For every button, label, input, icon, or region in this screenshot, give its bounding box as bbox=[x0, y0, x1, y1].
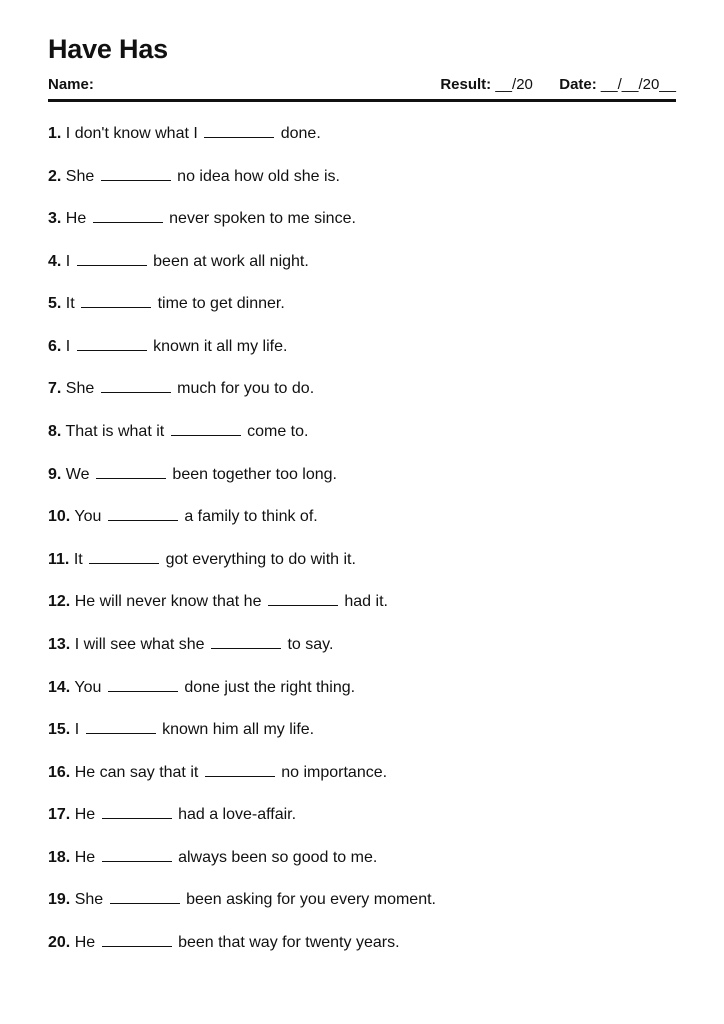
answer-blank[interactable] bbox=[86, 718, 156, 734]
question-number: 19. bbox=[48, 891, 71, 909]
question-item bbox=[48, 292, 436, 335]
question-text-before: He bbox=[65, 210, 87, 228]
question-text-after: no importance. bbox=[281, 763, 388, 781]
question-text-before: It bbox=[73, 550, 83, 568]
answer-blank[interactable] bbox=[102, 846, 172, 862]
question-text-after: been at work all night. bbox=[153, 252, 309, 270]
question-number: 4. bbox=[48, 252, 62, 270]
question-number: 6. bbox=[48, 337, 62, 355]
question-number: 17. bbox=[48, 806, 71, 824]
question-number: 5. bbox=[48, 295, 62, 313]
question-text-before: I bbox=[74, 721, 80, 739]
question-number: 16. bbox=[48, 763, 71, 781]
question-text-before: We bbox=[65, 465, 90, 483]
answer-blank[interactable] bbox=[81, 292, 151, 308]
question-number: 18. bbox=[48, 848, 71, 866]
question-item bbox=[48, 931, 436, 974]
answer-blank[interactable] bbox=[93, 207, 163, 223]
result-value: __/20 bbox=[495, 76, 533, 93]
question-number: 13. bbox=[48, 635, 71, 653]
question-number: 3. bbox=[48, 210, 62, 228]
question-number: 9. bbox=[48, 465, 62, 483]
question-item bbox=[48, 250, 436, 293]
question-item bbox=[48, 633, 436, 676]
question-text-before: I don't know what I bbox=[65, 125, 198, 142]
question-text-after: done. bbox=[280, 125, 321, 142]
question-number: 15. bbox=[48, 721, 71, 739]
answer-blank[interactable] bbox=[101, 377, 171, 393]
question-text-after: time to get dinner. bbox=[157, 295, 285, 313]
question-number: 7. bbox=[48, 380, 62, 398]
question-item bbox=[48, 463, 436, 506]
answer-blank[interactable] bbox=[89, 548, 159, 564]
question-item bbox=[48, 590, 436, 633]
answer-blank[interactable] bbox=[96, 463, 166, 479]
question-number: 10. bbox=[48, 508, 71, 526]
question-text-before: She bbox=[74, 891, 104, 909]
question-item bbox=[48, 122, 436, 165]
question-text-before: He bbox=[74, 806, 96, 824]
question-text-before: He bbox=[74, 933, 96, 951]
question-item bbox=[48, 803, 436, 846]
question-text-before: He bbox=[74, 848, 96, 866]
answer-blank[interactable] bbox=[102, 803, 172, 819]
question-text-before: You bbox=[74, 678, 102, 696]
question-text-after: always been so good to me. bbox=[178, 848, 378, 866]
question-text-after: much for you to do. bbox=[177, 380, 315, 398]
question-text-before: You bbox=[74, 508, 102, 526]
date-value: __/__/20__ bbox=[600, 76, 676, 93]
answer-blank[interactable] bbox=[204, 122, 274, 138]
answer-blank[interactable] bbox=[77, 250, 147, 266]
question-text-before: He can say that it bbox=[74, 763, 199, 781]
answer-blank[interactable] bbox=[77, 335, 147, 351]
date-label: Date: bbox=[559, 76, 597, 93]
answer-blank[interactable] bbox=[108, 676, 178, 692]
answer-blank[interactable] bbox=[110, 888, 180, 904]
answer-blank[interactable] bbox=[211, 633, 281, 649]
question-text-after: known him all my life. bbox=[162, 721, 315, 739]
question-item bbox=[48, 165, 436, 208]
result-date-group bbox=[440, 75, 676, 95]
header-divider bbox=[48, 99, 676, 102]
question-text-after: never spoken to me since. bbox=[169, 210, 356, 228]
question-text-after: been that way for twenty years. bbox=[178, 933, 400, 951]
question-number: 12. bbox=[48, 593, 71, 611]
question-item bbox=[48, 548, 436, 591]
question-item bbox=[48, 505, 436, 548]
result-label: Result: bbox=[440, 76, 492, 93]
question-item bbox=[48, 207, 436, 250]
worksheet-header-row bbox=[48, 75, 676, 95]
question-list bbox=[48, 122, 436, 974]
question-text-before: He will never know that he bbox=[74, 593, 262, 611]
question-text-before: That is what it bbox=[65, 423, 165, 441]
answer-blank[interactable] bbox=[108, 505, 178, 521]
question-text-before: It bbox=[65, 295, 75, 313]
question-text-after: a family to think of. bbox=[184, 508, 318, 526]
question-text-after: been together too long. bbox=[172, 465, 337, 483]
question-text-before: I will see what she bbox=[74, 635, 205, 653]
question-text-after: no idea how old she is. bbox=[177, 167, 340, 185]
question-text-after: been asking for you every moment. bbox=[186, 891, 436, 909]
question-text-after: had a love-affair. bbox=[178, 806, 297, 824]
question-item bbox=[48, 888, 436, 931]
question-number: 11. bbox=[48, 550, 70, 568]
question-number: 14. bbox=[48, 678, 71, 696]
name-label: Name: bbox=[48, 76, 94, 93]
question-item bbox=[48, 420, 436, 463]
question-item bbox=[48, 676, 436, 719]
question-number: 20. bbox=[48, 933, 71, 951]
answer-blank[interactable] bbox=[268, 590, 338, 606]
question-text-after: got everything to do with it. bbox=[165, 550, 356, 568]
question-text-after: known it all my life. bbox=[153, 337, 288, 355]
question-item bbox=[48, 761, 436, 804]
question-number: 2. bbox=[48, 167, 62, 185]
question-item bbox=[48, 377, 436, 420]
question-number: 1. bbox=[48, 125, 62, 142]
answer-blank[interactable] bbox=[205, 761, 275, 777]
question-item bbox=[48, 846, 436, 889]
question-text-after: to say. bbox=[287, 635, 334, 653]
question-item bbox=[48, 335, 436, 378]
answer-blank[interactable] bbox=[171, 420, 241, 436]
answer-blank[interactable] bbox=[101, 165, 171, 181]
question-text-after: done just the right thing. bbox=[184, 678, 356, 696]
answer-blank[interactable] bbox=[102, 931, 172, 947]
question-text-after: come to. bbox=[247, 423, 309, 441]
question-text-after: had it. bbox=[344, 593, 388, 611]
question-text-before: She bbox=[65, 380, 95, 398]
question-number: 8. bbox=[48, 423, 62, 441]
worksheet-title: Have Has bbox=[48, 34, 168, 64]
question-text-before: She bbox=[65, 167, 95, 185]
question-item bbox=[48, 718, 436, 761]
question-text-before: I bbox=[65, 337, 71, 355]
question-text-before: I bbox=[65, 252, 71, 270]
